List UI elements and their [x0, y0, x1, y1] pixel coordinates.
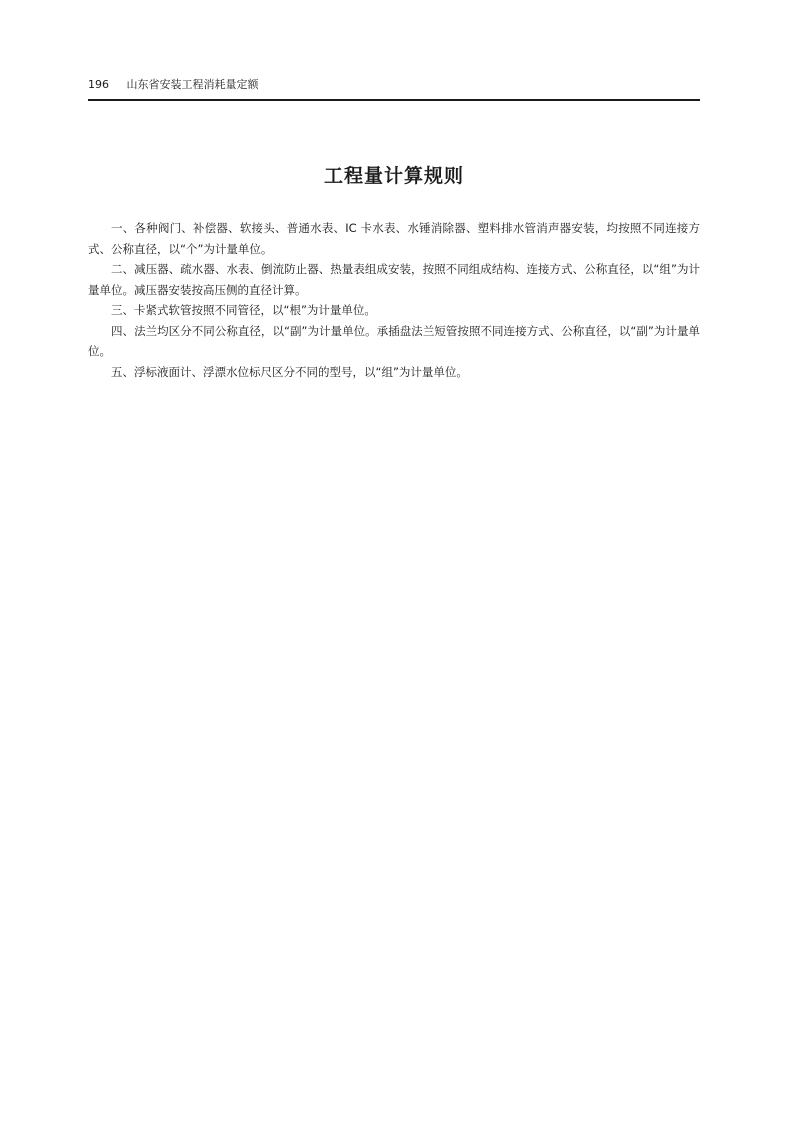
page-header [88, 76, 700, 94]
rule-paragraph-5: 五、浮标液面计、浮漂水位标尺区分不同的型号，以“组”为计量单位。 [111, 364, 468, 379]
rule-paragraph-2: 二、减压器、疏水器、水表、倒流防止器、热量表组成安装，按照不同组成结构、连接方式、公称直径，以“组”为计量单位。减压器安装按高压侧的直径计算。 [88, 262, 700, 297]
running-title: 山东省安装工程消耗量定额 [126, 78, 259, 91]
section-title: 工程量计算规则 [323, 165, 464, 187]
rule-paragraph-4: 四、法兰均区分不同公称直径，以“副”为计量单位。承插盘法兰短管按照不同连接方式、公称直径，以“副”为计量单位。 [88, 323, 700, 358]
rule-paragraph-3: 三、卡紧式软管按照不同管径，以“根”为计量单位。 [111, 303, 376, 317]
page-number: 196 [88, 78, 109, 91]
rules-body [88, 218, 700, 382]
rule-paragraph-1: 一、各种阀门、补偿器、软接头、普通水表、IC 卡水表、水锤消除器、塑料排水管消声器安装，均按照不同连接方式、公称直径，以“个”为计量单位。 [88, 221, 700, 256]
header-divider [88, 99, 700, 101]
